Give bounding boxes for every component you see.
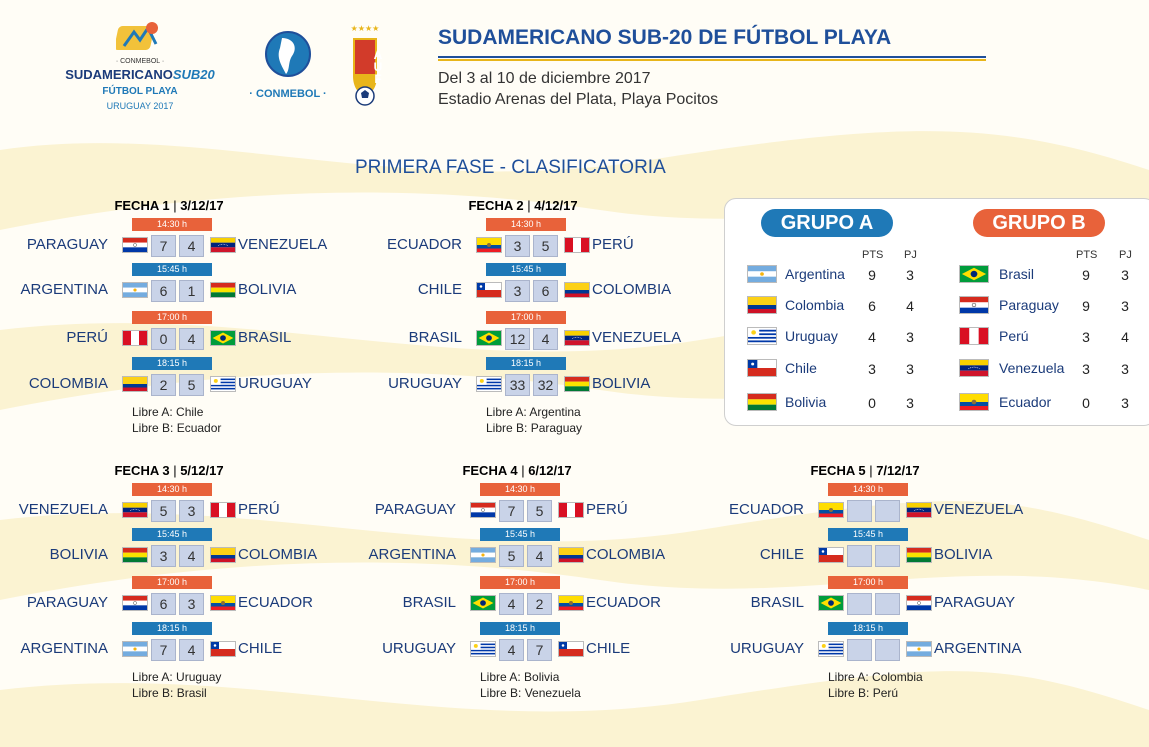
match-time: 18:15 h: [828, 622, 908, 635]
fecha-5-block: [700, 463, 1030, 703]
fecha-title: [358, 198, 688, 213]
match-row: [352, 544, 682, 566]
home-score: 3: [505, 280, 530, 302]
away-flag-colombia-icon: [558, 547, 584, 563]
auf-logo: [340, 24, 390, 110]
logo-word-sudamericano: SUDAMERICANO: [65, 67, 173, 82]
standings-pts: 3: [868, 361, 876, 377]
away-flag-brasil-icon: [210, 330, 236, 346]
home-score: 5: [151, 500, 176, 522]
away-team: VENEZUELA: [934, 501, 1024, 518]
standings-pts: 6: [868, 298, 876, 314]
home-score: [847, 593, 872, 615]
fecha-title: [700, 463, 1030, 478]
title-underline-gold: [438, 59, 986, 61]
away-team: PERÚ: [586, 501, 628, 518]
home-score: 5: [499, 545, 524, 567]
standings-team: Colombia: [785, 297, 845, 313]
match-row: [4, 638, 334, 660]
home-team: ARGENTINA: [368, 546, 456, 563]
standings-row: [725, 265, 1149, 285]
match-row: [4, 592, 334, 614]
standings-row: [725, 359, 1149, 379]
away-flag-colombia-icon: [564, 282, 590, 298]
libre-b: Libre B: Paraguay: [486, 421, 583, 435]
home-score: 4: [499, 593, 524, 615]
match-row: [358, 279, 688, 301]
home-team: BRASIL: [402, 594, 456, 611]
away-score: 5: [533, 235, 558, 257]
away-flag-venezuela-icon: [906, 502, 932, 518]
match-time: 17:00 h: [480, 576, 560, 589]
standings-pts: 0: [1082, 395, 1090, 411]
fecha-date: 3/12/17: [180, 198, 224, 213]
away-team: PERÚ: [592, 236, 634, 253]
away-score: 7: [527, 639, 552, 661]
away-score: 5: [179, 374, 204, 396]
home-flag-colombia-icon: [122, 376, 148, 392]
away-team: CHILE: [586, 640, 631, 657]
match-row: [358, 373, 688, 395]
home-team: CHILE: [417, 281, 462, 298]
match-row: [4, 279, 334, 301]
match-time: 14:30 h: [132, 483, 212, 496]
away-team: BOLIVIA: [592, 375, 651, 392]
libre-b: Libre B: Brasil: [132, 686, 207, 700]
fecha-3-block: [4, 463, 334, 703]
conmebol-logo: [246, 30, 330, 110]
home-team: URUGUAY: [388, 375, 462, 392]
away-flag-argentina-icon: [906, 641, 932, 657]
home-team: PARAGUAY: [26, 594, 108, 611]
home-team: PERÚ: [66, 329, 108, 346]
title-underline-blue: [438, 56, 986, 58]
home-team: ARGENTINA: [20, 281, 108, 298]
away-flag-uruguay-icon: [210, 376, 236, 392]
away-score: 5: [527, 500, 552, 522]
standings-pj: 3: [906, 395, 914, 411]
home-team: BRASIL: [750, 594, 804, 611]
standings-pj: 3: [906, 267, 914, 283]
home-flag-paraguay-icon: [470, 502, 496, 518]
standings-flag-paraguay-icon: [959, 296, 989, 314]
match-time: 17:00 h: [132, 576, 212, 589]
standings-team: Uruguay: [785, 328, 838, 344]
away-score: 4: [179, 639, 204, 661]
home-team: BRASIL: [408, 329, 462, 346]
away-flag-peru-icon: [210, 502, 236, 518]
standings-panel: [724, 198, 1149, 426]
fecha-1-block: [4, 198, 334, 438]
standings-row: [725, 327, 1149, 347]
home-score: 6: [151, 593, 176, 615]
home-team: ECUADOR: [728, 501, 804, 518]
page-title: SUDAMERICANO SUB-20 DE FÚTBOL PLAYA: [438, 26, 892, 49]
standings-team: Bolivia: [785, 394, 827, 410]
tournament-logo: [60, 20, 220, 120]
home-score: 0: [151, 328, 176, 350]
fecha-name: FECHA 1: [114, 198, 170, 213]
libre-a: Libre A: Bolivia: [480, 670, 560, 684]
match-row: [700, 499, 1030, 521]
match-row: [4, 373, 334, 395]
match-time: 17:00 h: [486, 311, 566, 324]
standings-pts: 9: [868, 267, 876, 283]
standings-team: Argentina: [785, 266, 845, 282]
standings-flag-venezuela-icon: [959, 359, 989, 377]
fecha-separator: |: [517, 463, 529, 478]
libre-a: Libre A: Uruguay: [132, 670, 222, 684]
group-a-title: GRUPO A: [761, 209, 893, 237]
match-row: [700, 638, 1030, 660]
away-score: [875, 500, 900, 522]
home-flag-peru-icon: [122, 330, 148, 346]
fecha-name: FECHA 5: [810, 463, 866, 478]
match-time: 14:30 h: [486, 218, 566, 231]
standings-team: Venezuela: [999, 360, 1065, 376]
away-flag-colombia-icon: [210, 547, 236, 563]
home-score: [847, 500, 872, 522]
group-b-pj-header: PJ: [1119, 249, 1132, 261]
home-flag-brasil-icon: [476, 330, 502, 346]
away-score: 32: [533, 374, 558, 396]
standings-pj: 3: [1121, 298, 1129, 314]
home-flag-paraguay-icon: [122, 595, 148, 611]
away-team: PERÚ: [238, 501, 280, 518]
match-row: [358, 234, 688, 256]
away-team: VENEZUELA: [238, 236, 328, 253]
standings-pj: 3: [1121, 267, 1129, 283]
away-flag-paraguay-icon: [906, 595, 932, 611]
match-row: [352, 638, 682, 660]
match-row: [700, 544, 1030, 566]
away-team: BOLIVIA: [934, 546, 993, 563]
away-team: CHILE: [238, 640, 283, 657]
home-flag-paraguay-icon: [122, 237, 148, 253]
logo-line-uruguay: URUGUAY 2017: [106, 101, 174, 111]
standings-flag-ecuador-icon: [959, 393, 989, 411]
away-team: COLOMBIA: [586, 546, 666, 563]
away-flag-bolivia-icon: [906, 547, 932, 563]
home-flag-uruguay-icon: [476, 376, 502, 392]
fecha-title: [4, 463, 334, 478]
match-time: 14:30 h: [480, 483, 560, 496]
match-time: 18:15 h: [480, 622, 560, 635]
home-team: ARGENTINA: [20, 640, 108, 657]
away-team: COLOMBIA: [238, 546, 318, 563]
match-row: [358, 327, 688, 349]
away-flag-ecuador-icon: [210, 595, 236, 611]
home-flag-argentina-icon: [470, 547, 496, 563]
away-team: COLOMBIA: [592, 281, 672, 298]
away-score: 1: [179, 280, 204, 302]
home-flag-venezuela-icon: [122, 502, 148, 518]
away-flag-venezuela-icon: [210, 237, 236, 253]
standings-pj: 3: [1121, 361, 1129, 377]
standings-pj: 3: [906, 329, 914, 345]
home-score: 7: [499, 500, 524, 522]
libre-a: Libre A: Colombia: [828, 670, 923, 684]
match-time: 18:15 h: [132, 622, 212, 635]
away-score: 6: [533, 280, 558, 302]
standings-pts: 9: [1082, 298, 1090, 314]
logo-line-sudamericano: [60, 67, 220, 82]
standings-flag-peru-icon: [959, 327, 989, 345]
home-flag-brasil-icon: [470, 595, 496, 611]
fecha-date: 4/12/17: [534, 198, 578, 213]
home-team: PARAGUAY: [26, 236, 108, 253]
home-score: [847, 545, 872, 567]
auf-letters: AUF: [371, 48, 385, 84]
home-flag-argentina-icon: [122, 641, 148, 657]
fecha-date: 7/12/17: [876, 463, 920, 478]
fecha-4-block: [352, 463, 682, 703]
home-flag-brasil-icon: [818, 595, 844, 611]
standings-team: Chile: [785, 360, 817, 376]
group-a-pts-header: PTS: [862, 249, 884, 261]
away-team: ECUADOR: [238, 594, 314, 611]
match-time: 15:45 h: [828, 528, 908, 541]
group-b-title: GRUPO B: [973, 209, 1105, 237]
away-flag-peru-icon: [558, 502, 584, 518]
fecha-date: 5/12/17: [180, 463, 224, 478]
fecha-separator: |: [169, 463, 181, 478]
match-row: [700, 592, 1030, 614]
home-team: URUGUAY: [730, 640, 804, 657]
home-flag-ecuador-icon: [476, 237, 502, 253]
home-flag-uruguay-icon: [818, 641, 844, 657]
match-time: 17:00 h: [828, 576, 908, 589]
away-score: 4: [533, 328, 558, 350]
match-time: 18:15 h: [486, 357, 566, 370]
match-time: 14:30 h: [132, 218, 212, 231]
match-row: [4, 544, 334, 566]
standings-team: Ecuador: [999, 394, 1052, 410]
phase-title: PRIMERA FASE - CLASIFICATORIA: [355, 157, 666, 178]
standings-team: Brasil: [999, 266, 1035, 282]
standings-pts: 4: [868, 329, 876, 345]
standings-flag-brasil-icon: [959, 265, 989, 283]
standings-pj: 3: [906, 361, 914, 377]
away-score: [875, 639, 900, 661]
home-flag-argentina-icon: [122, 282, 148, 298]
away-score: 4: [179, 235, 204, 257]
libre-a: Libre A: Chile: [132, 405, 204, 419]
match-row: [4, 327, 334, 349]
home-flag-bolivia-icon: [122, 547, 148, 563]
home-team: ECUADOR: [386, 236, 462, 253]
away-flag-peru-icon: [564, 237, 590, 253]
libre-b: Libre B: Ecuador: [132, 421, 222, 435]
fecha-separator: |: [523, 198, 535, 213]
away-team: ECUADOR: [586, 594, 662, 611]
match-row: [4, 499, 334, 521]
away-flag-ecuador-icon: [558, 595, 584, 611]
away-team: URUGUAY: [238, 375, 312, 392]
home-flag-chile-icon: [818, 547, 844, 563]
fecha-date: 6/12/17: [528, 463, 572, 478]
home-score: 4: [499, 639, 524, 661]
away-score: 3: [179, 593, 204, 615]
match-row: [352, 499, 682, 521]
away-score: 2: [527, 593, 552, 615]
away-score: [875, 545, 900, 567]
match-time: 15:45 h: [132, 528, 212, 541]
home-score: 6: [151, 280, 176, 302]
fecha-name: FECHA 4: [462, 463, 518, 478]
match-time: 15:45 h: [486, 263, 566, 276]
match-row: [4, 234, 334, 256]
home-score: 3: [151, 545, 176, 567]
match-time: 15:45 h: [480, 528, 560, 541]
home-score: 12: [505, 328, 530, 350]
away-team: PARAGUAY: [934, 594, 1016, 611]
fecha-title: [352, 463, 682, 478]
standings-team: Perú: [999, 328, 1029, 344]
fecha-separator: |: [169, 198, 181, 213]
away-flag-bolivia-icon: [564, 376, 590, 392]
fecha-2-block: [358, 198, 688, 438]
home-team: URUGUAY: [382, 640, 456, 657]
home-score: [847, 639, 872, 661]
away-score: 3: [179, 500, 204, 522]
home-team: BOLIVIA: [49, 546, 108, 563]
conmebol-wordmark: · CONMEBOL ·: [249, 88, 327, 100]
standings-pts: 3: [1082, 329, 1090, 345]
away-score: 4: [179, 545, 204, 567]
away-flag-venezuela-icon: [564, 330, 590, 346]
standings-pts: 9: [1082, 267, 1090, 283]
away-flag-chile-icon: [558, 641, 584, 657]
group-a-pj-header: PJ: [904, 249, 917, 261]
group-b-pts-header: PTS: [1076, 249, 1098, 261]
home-team: CHILE: [759, 546, 804, 563]
home-score: 3: [505, 235, 530, 257]
tournament-venue: Estadio Arenas del Plata, Playa Pocitos: [438, 91, 719, 108]
standings-row: [725, 393, 1149, 413]
fecha-separator: |: [865, 463, 877, 478]
logo-line-conmebol: · CONMEBOL ·: [115, 58, 165, 65]
away-score: 4: [179, 328, 204, 350]
away-flag-chile-icon: [210, 641, 236, 657]
home-flag-ecuador-icon: [818, 502, 844, 518]
standings-pj: 4: [906, 298, 914, 314]
auf-stars-icon: ★★★★: [350, 24, 380, 33]
away-team: ARGENTINA: [934, 640, 1022, 657]
away-team: BOLIVIA: [238, 281, 297, 298]
standings-pts: 3: [1082, 361, 1090, 377]
match-row: [352, 592, 682, 614]
conmebol-globe-icon: [264, 30, 312, 78]
home-team: COLOMBIA: [28, 375, 108, 392]
away-flag-bolivia-icon: [210, 282, 236, 298]
fecha-name: FECHA 3: [114, 463, 170, 478]
match-time: 18:15 h: [132, 357, 212, 370]
home-flag-chile-icon: [476, 282, 502, 298]
standings-team: Paraguay: [999, 297, 1059, 313]
match-time: 17:00 h: [132, 311, 212, 324]
away-team: BRASIL: [238, 329, 292, 346]
match-time: 15:45 h: [132, 263, 212, 276]
fecha-title: [4, 198, 334, 213]
home-flag-uruguay-icon: [470, 641, 496, 657]
logo-line-futbol-playa: FÚTBOL PLAYA: [102, 86, 178, 97]
libre-b: Libre B: Perú: [828, 686, 899, 700]
beach-soccer-emblem-icon: [116, 20, 164, 54]
home-score: 2: [151, 374, 176, 396]
home-score: 7: [151, 235, 176, 257]
away-score: [875, 593, 900, 615]
fecha-name: FECHA 2: [468, 198, 524, 213]
standings-pj: 4: [1121, 329, 1129, 345]
home-score: 33: [505, 374, 530, 396]
home-team: VENEZUELA: [18, 501, 108, 518]
match-time: 14:30 h: [828, 483, 908, 496]
home-team: PARAGUAY: [374, 501, 456, 518]
standings-row: [725, 296, 1149, 316]
away-team: VENEZUELA: [592, 329, 682, 346]
logo-word-sub20: SUB20: [172, 67, 215, 82]
header-details: [438, 68, 718, 110]
tournament-dates: Del 3 al 10 de diciembre 2017: [438, 70, 651, 87]
away-score: 4: [527, 545, 552, 567]
standings-pts: 0: [868, 395, 876, 411]
home-score: 7: [151, 639, 176, 661]
libre-a: Libre A: Argentina: [486, 405, 581, 419]
standings-pj: 3: [1121, 395, 1129, 411]
libre-b: Libre B: Venezuela: [480, 686, 581, 700]
